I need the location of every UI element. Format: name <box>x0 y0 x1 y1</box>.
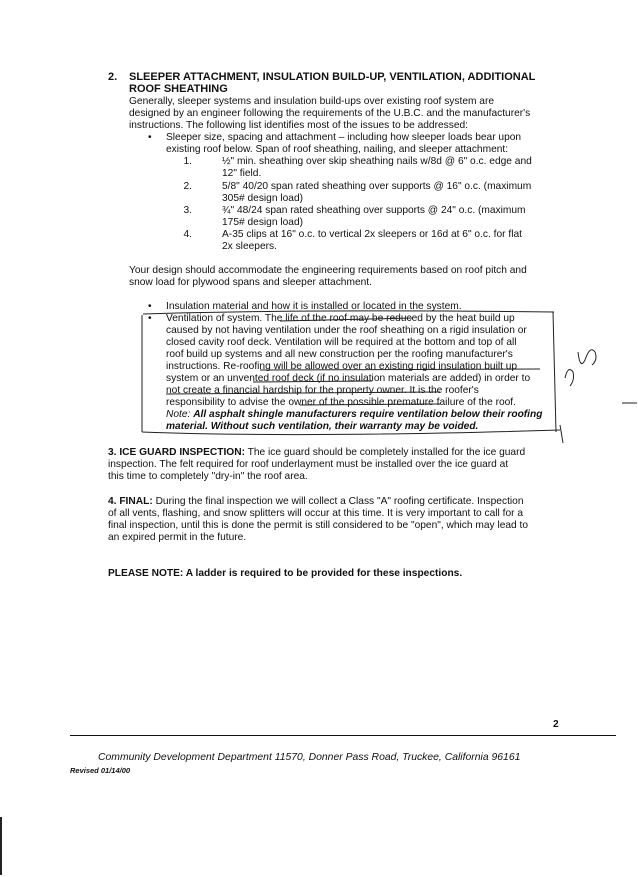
footer-address: Community Development Department 11570, Donner Pass Road, Truckee, California 96161 <box>98 752 521 763</box>
item-text: ¾" 48/24 span rated sheathing over supports @ 24" o.c. (maximum <box>222 205 526 216</box>
item-text: 2x sleepers. <box>222 241 277 252</box>
ice-guard-line: inspection. The felt required for roof underlayment must be installed over the ice guard at <box>108 459 509 470</box>
ventilation-line: closed cavity roof deck. Ventilation will be required at the bottom and top of all <box>166 337 517 348</box>
bullet-dot: • <box>148 313 152 324</box>
final-line: final inspection, until this is done the permit is still considered to be "open", which may lead to <box>108 520 529 531</box>
section-number: 2. <box>108 71 118 83</box>
bullet-dot: • <box>148 132 152 143</box>
final-line <box>108 496 524 508</box>
intro-line: designed by an engineer following the requirements of the U.B.C. and the manufacturer's <box>129 108 531 119</box>
item-text: 175# design load) <box>222 217 303 228</box>
bullet-text: Insulation material and how it is installed or located in the system. <box>166 301 462 312</box>
final-label: 4. FINAL: <box>108 496 153 507</box>
ventilation-line: caused by not having ventilation under the roof sheathing on a rigid insulation or <box>166 325 527 336</box>
item-number: 4. <box>183 229 192 240</box>
section-heading-line2: ROOF SHEATHING <box>129 83 228 95</box>
ice-guard-label: 3. ICE GUARD INSPECTION: <box>108 447 245 458</box>
ice-guard-text: The ice guard should be completely installed for the ice guard <box>247 447 526 458</box>
final-line: an expired permit in the future. <box>108 532 247 543</box>
bullet-text: Sleeper size, spacing and attachment – including how sleeper loads bear upon <box>166 132 522 143</box>
ventilation-line: instructions. Re-roofing will be allowed over an existing rigid insulation built up <box>166 361 518 372</box>
section-heading-line1: SLEEPER ATTACHMENT, INSULATION BUILD-UP, VENTILATION, ADDITIONAL <box>129 71 536 83</box>
item-text: 5/8" 40/20 span rated sheathing over supports @ 16" o.c. (maximum <box>222 181 532 192</box>
ice-guard-line: this time to completely "dry-in" the roof area. <box>108 471 308 482</box>
page-number: 2 <box>553 719 559 730</box>
footer-revised: Revised 01/14/00 <box>70 766 131 775</box>
ice-guard-line <box>108 447 525 459</box>
scan-edge-mark <box>0 817 2 875</box>
final-line: of all vents, flashing, and snow splitters will occur at this time. It is very important to call for a <box>108 508 524 519</box>
ventilation-line: not create a financial hardship for the property owner. It is the roofer's <box>166 385 479 396</box>
design-line: Your design should accommodate the engineering requirements based on roof pitch and <box>129 265 527 276</box>
note-line: material. Without such ventilation, their warranty may be voided. <box>166 421 479 432</box>
item-number: 3. <box>183 205 192 216</box>
note-text: All asphalt shingle manufacturers require ventilation below their roofing <box>193 409 543 420</box>
design-line: snow load for plywood spans and sleeper attachment. <box>129 277 372 288</box>
please-note: PLEASE NOTE: A ladder is required to be provided for these inspections. <box>108 568 463 579</box>
item-text: ½" min. sheathing over skip sheathing nails w/8d @ 6" o.c. edge and <box>222 156 532 167</box>
bullet-text: existing roof below. Span of roof sheathing, nailing, and sleeper attachment: <box>166 144 509 155</box>
ventilation-line: system or an unvented roof deck (if no insulation materials are added) in order to <box>166 373 531 384</box>
ventilation-line: responsibility to advise the owner of the possible premature failure of the roof. <box>166 397 516 408</box>
footer-divider <box>70 735 616 736</box>
ventilation-line: roof build up systems and all new construction per the roofing manufacturer's <box>166 349 513 360</box>
note-label: Note: <box>166 409 191 420</box>
item-text: 12" field. <box>222 168 262 179</box>
final-text: During the final inspection we will collect a Class "A" roofing certificate. Inspection <box>155 496 524 507</box>
item-number: 1. <box>183 156 192 167</box>
bullet-dot: • <box>148 301 152 312</box>
intro-line: Generally, sleeper systems and insulation build-ups over existing roof system are <box>129 96 495 107</box>
ventilation-line: Ventilation of system. The life of the roof may be reduced by the heat build up <box>166 313 515 324</box>
item-text: A-35 clips at 16" o.c. to vertical 2x sleepers or 16d at 6" o.c. for flat <box>222 229 522 240</box>
item-number: 2. <box>183 181 192 192</box>
item-text: 305# design load) <box>222 193 303 204</box>
intro-line: instructions. The following list identifies most of the issues to be addressed: <box>129 120 469 131</box>
